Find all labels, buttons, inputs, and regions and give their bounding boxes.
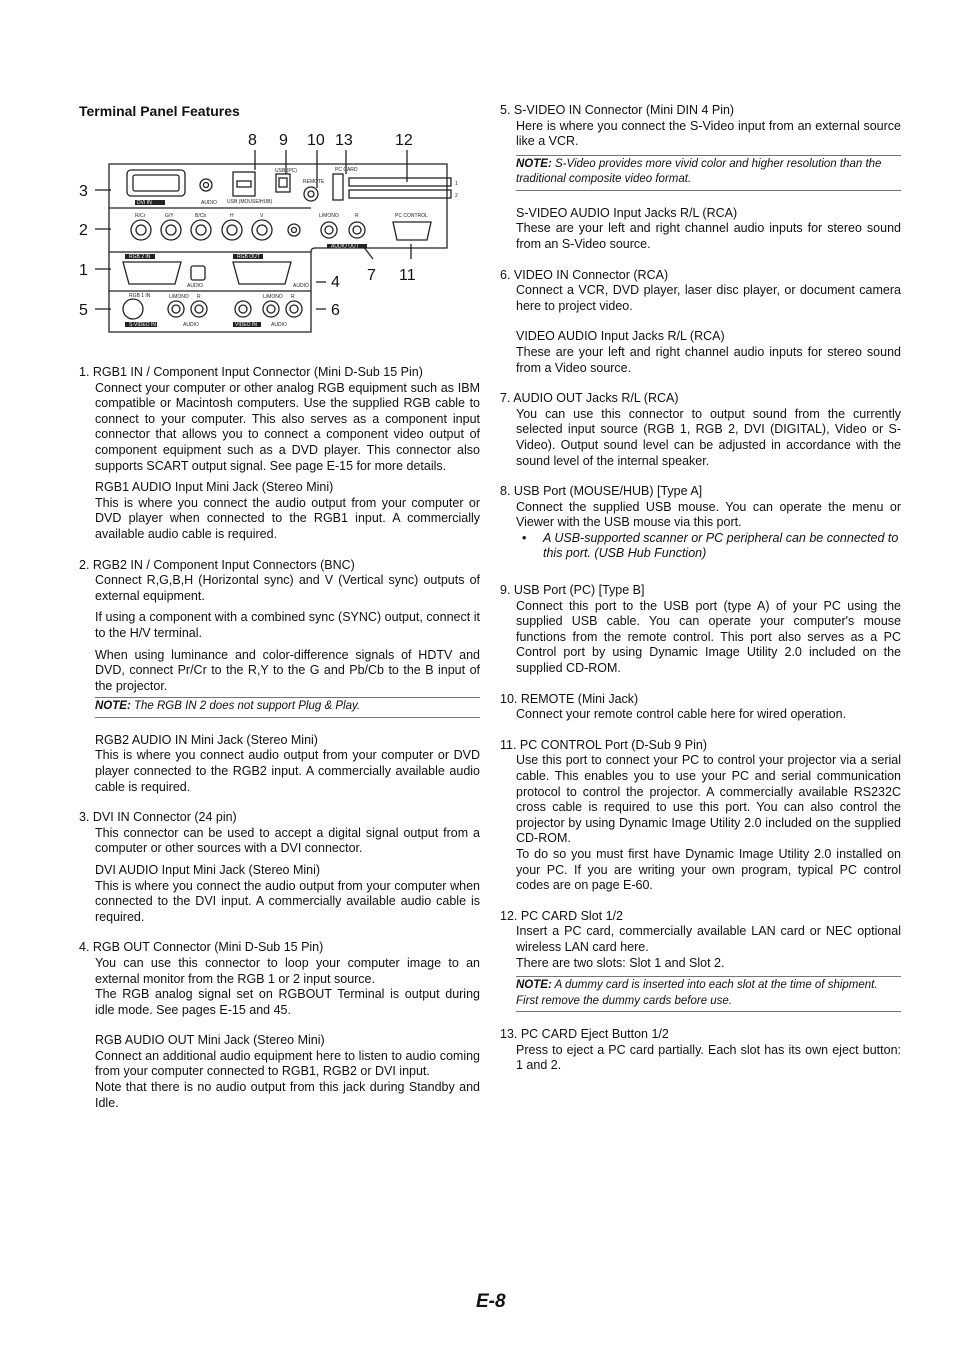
label-video-l-mono: L/MONO [263, 294, 283, 300]
note-label: NOTE: [95, 700, 131, 713]
section-11-title: 11. PC CONTROL Port (D-Sub 9 Pin) [500, 737, 708, 752]
label-dvi-audio: AUDIO [201, 200, 217, 206]
section-11-body-2: To do so you must first have Dynamic Image Utility 2.0 installed on your PC. If you are writing your own program, typical PC control codes are on page E-60. [516, 846, 901, 893]
section-7-title: 7. AUDIO OUT Jacks R/L (RCA) [500, 391, 679, 406]
section-12-title: 12. PC CARD Slot 1/2 [500, 908, 623, 923]
section-8-bullet: • A USB-supported scanner or PC peripheral can be connected to this port. (USB Hub Function) [500, 531, 901, 562]
note-text: A dummy card is inserted into each slot at the time of shipment. First remove the dummy cards before use. [516, 979, 878, 1007]
section-3-subtitle: DVI AUDIO Input Mini Jack (Stereo Mini) [95, 862, 321, 877]
section-2-body-3: When using luminance and color-difference signals of HDTV and DVD, connect Pr/Cr to the R,Y to the G and Pb/Cb to the B input of the projector. [95, 647, 480, 693]
label-s-video-in: S-VIDEO IN [129, 322, 156, 328]
note-label: NOTE: [516, 979, 552, 992]
label-video-r: R [291, 294, 295, 300]
section-5-subtitle: S-VIDEO AUDIO Input Jacks R/L (RCA) [516, 205, 738, 220]
label-v: V [260, 213, 264, 219]
pc-card-eject-button [333, 174, 343, 200]
label-g-y: G/Y [165, 213, 174, 219]
section-12-note [516, 976, 901, 1012]
callout-3: 3 [79, 183, 88, 200]
label-video-in: VIDEO IN [235, 322, 257, 328]
section-6-body: Connect a VCR, DVD player, laser disc player, or document camera here to project video. [516, 283, 901, 313]
label-slot-2: 2 [455, 193, 458, 199]
label-slot-1: 1 [455, 181, 458, 187]
label-dvi-in: DVI IN [137, 200, 152, 206]
section-4-title: 4. RGB OUT Connector (Mini D-Sub 15 Pin) [79, 940, 324, 955]
callout-11: 11 [399, 267, 416, 284]
section-4-subtitle: RGB AUDIO OUT Mini Jack (Stereo Mini) [95, 1033, 325, 1048]
label-rgb-out-audio: AUDIO [293, 283, 309, 289]
callout-8: 8 [248, 132, 257, 149]
label-r-cr: R/Cr [135, 213, 146, 219]
section-12-body-2: There are two slots: Slot 1 and Slot 2. [516, 955, 725, 970]
section-11-body: Use this port to connect your PC to control your projector via a serial cable. This enables you to use your PC and serial communication protocol to control the projector. A commercially available RS232C cross cable is required to use this port. You can also control the projector by using Dynamic Image Utility 2.0 included on the supplied CD-ROM. [516, 753, 901, 846]
label-svideo-r: R [197, 294, 201, 300]
section-10-title: 10. REMOTE (Mini Jack) [500, 691, 639, 706]
section-5-title: 5. S-VIDEO IN Connector (Mini DIN 4 Pin) [500, 103, 735, 117]
callout-7: 7 [367, 267, 376, 284]
terminal-panel-diagram [73, 126, 485, 336]
label-usb-pc: USB (PC) [275, 168, 297, 174]
label-audio-out-l-mono: L/MONO [319, 213, 339, 219]
dvi-connector [127, 170, 185, 196]
page-number: E-8 [476, 1291, 506, 1312]
section-1-body-2: This is where you connect the audio output from your computer or DVD player when connected to the RGB1 input. A commercially available audio cable is required. [95, 495, 480, 541]
section-12-body: Insert a PC card, commercially available LAN card or NEC optional wireless LAN card here. [516, 924, 901, 954]
section-2-title: 2. RGB2 IN / Component Input Connectors (BNC) [79, 557, 355, 572]
label-rgb1-in: RGB 1 IN [129, 293, 151, 299]
callout-4: 4 [331, 274, 340, 291]
section-13-title: 13. PC CARD Eject Button 1/2 [500, 1027, 669, 1042]
section-4-body-4: Note that there is no audio output from this jack during Standby and Idle. [95, 1080, 480, 1110]
section-4-body-2: The RGB analog signal set on RGBOUT Terminal is output during idle mode. See pages E-15 and 45. [95, 987, 480, 1017]
video-in-connector [235, 301, 251, 317]
section-7-body: You can use this connector to output sound from the currently selected input source (RGB 1, RGB 2, DVI (DIGITAL), Video or S-Video). Output sound level can be adjusted in accordance with the sound level of the internal speaker. [516, 406, 901, 468]
callout-5: 5 [79, 302, 88, 319]
pc-card-slot-2 [349, 190, 451, 198]
left-text-flow [79, 365, 480, 1111]
label-h: H [230, 213, 234, 219]
section-2-subtitle: RGB2 AUDIO IN Mini Jack (Stereo Mini) [95, 732, 318, 747]
pc-card-slot-1 [349, 178, 451, 186]
remote-jack [304, 187, 318, 201]
right-text-flow [500, 103, 901, 1074]
label-rgb-out: RGB OUT [237, 254, 260, 260]
label-remote: REMOTE [303, 179, 325, 185]
section-1-subtitle: RGB1 AUDIO Input Mini Jack (Stereo Mini) [95, 480, 334, 495]
callout-10: 10 [307, 132, 325, 149]
section-2-note [95, 697, 480, 718]
rgb-out-connector [233, 262, 291, 284]
section-6-body-2: These are your left and right channel audio inputs for stereo sound from a Video source. [516, 344, 901, 375]
dvi-audio-jack [200, 179, 212, 191]
section-1-body: Connect your computer or other analog RGB equipment such as IBM compatible or Macintosh computers. Use the supplied RGB cable to connect to your computer. This also serves as a component input connector that allows you to connect a component video output of component equipment such as a DVD player. This connector also supports SCART output signal. See page E-15 for more details. [95, 380, 480, 473]
callout-1: 1 [79, 262, 88, 279]
usb-pc-port [276, 174, 290, 192]
label-pc-control: PC CONTROL [395, 213, 428, 219]
section-3-title: 3. DVI IN Connector (24 pin) [79, 810, 237, 825]
callout-2: 2 [79, 222, 88, 239]
section-5-body: Here is where you connect the S-Video input from an external source like a VCR. [516, 118, 901, 149]
section-3-body-2: This is where you connect the audio output from your computer when connected to the DVI input. A commercially available audio cable is required. [95, 878, 480, 924]
rgb1-in-connector [123, 262, 181, 284]
section-10-body: Connect your remote control cable here for wired operation. [516, 707, 847, 722]
section-2-body: Connect R,G,B,H (Horizontal sync) and V (Vertical sync) outputs of external equipment. [95, 573, 480, 603]
section-4-body-3: Connect an additional audio equipment here to listen to audio coming from your computer connected to RGB1, RGB2 or DVI input. [95, 1048, 480, 1079]
label-rgb1-audio: AUDIO [187, 283, 203, 289]
label-rgb2-in: RGB 2 IN [129, 254, 151, 260]
label-svideo-l-mono: L/MONO [169, 294, 189, 300]
section-9-title: 9. USB Port (PC) [Type B] [500, 583, 645, 598]
section-9-body: Connect this port to the USB port (type A) of your PC using the supplied USB cable. You can operate your computer's mouse functions from the remote control. This port also serves as a PC Control port by using Dynamic Image Utility 2.0 included on the supplied CD-ROM. [516, 598, 901, 676]
note-text: The RGB IN 2 does not support Plug & Play. [133, 700, 361, 713]
label-usb-mouse-hub: USB (MOUSE/HUB) [227, 199, 273, 205]
label-b-cb: B/Cb [195, 213, 207, 219]
section-2-body-4: This is where you connect audio output from your computer or DVD player connected to the RGB2 input. A commercially available audio cable is required. [95, 748, 480, 794]
audio-out-l [321, 222, 337, 238]
panel-outline [109, 164, 447, 332]
section-2-body-2: If using a component with a combined sync (SYNC) output, connect it to the H/V terminal. [95, 610, 480, 640]
label-audio-out-r: R [355, 213, 359, 219]
note-label: NOTE: [516, 157, 552, 170]
callout-9: 9 [279, 132, 288, 149]
label-svideo-audio: AUDIO [183, 322, 199, 328]
section-heading: Terminal Panel Features [79, 103, 240, 119]
section-6-subtitle: VIDEO AUDIO Input Jacks R/L (RCA) [516, 329, 725, 344]
section-4-body: You can use this connector to loop your computer image to an external monitor from the RGB 1 or 2 input source. [95, 955, 480, 986]
label-video-audio: AUDIO [271, 322, 287, 328]
note-text: S-Video provides more vivid color and higher resolution than the traditional composite video format. [516, 157, 882, 186]
section-5-note [516, 155, 901, 191]
pc-control-port [393, 222, 431, 240]
callout-6: 6 [331, 302, 340, 319]
section-13-body: Press to eject a PC card partially. Each slot has its own eject button: 1 and 2. [516, 1042, 901, 1073]
rgb2-audio-jack [288, 224, 300, 236]
section-8-title: 8. USB Port (MOUSE/HUB) [Type A] [500, 484, 703, 499]
callout-12: 12 [395, 132, 413, 149]
bnc-connectors [131, 220, 272, 240]
label-audio-out: AUDIO OUT [331, 243, 359, 250]
section-1-title: 1. RGB1 IN / Component Input Connector (Mini D-Sub 15 Pin) [79, 365, 423, 379]
usb-mouse-hub-port [233, 172, 255, 196]
section-6-title: 6. VIDEO IN Connector (RCA) [500, 267, 669, 282]
callout-13: 13 [335, 132, 353, 149]
audio-out-r [349, 222, 365, 238]
section-3-body: This connector can be used to accept a digital signal output from a computer or other sources with a DVI connector. [95, 825, 480, 856]
section-8-body: Connect the supplied USB mouse. You can operate the menu or Viewer with the USB mouse via this port. [516, 499, 901, 530]
label-pc-card: PC CARD [335, 167, 358, 173]
s-video-in-connector [123, 299, 143, 319]
section-5-body-2: These are your left and right channel audio inputs for stereo sound from an S-Video source. [516, 221, 901, 251]
